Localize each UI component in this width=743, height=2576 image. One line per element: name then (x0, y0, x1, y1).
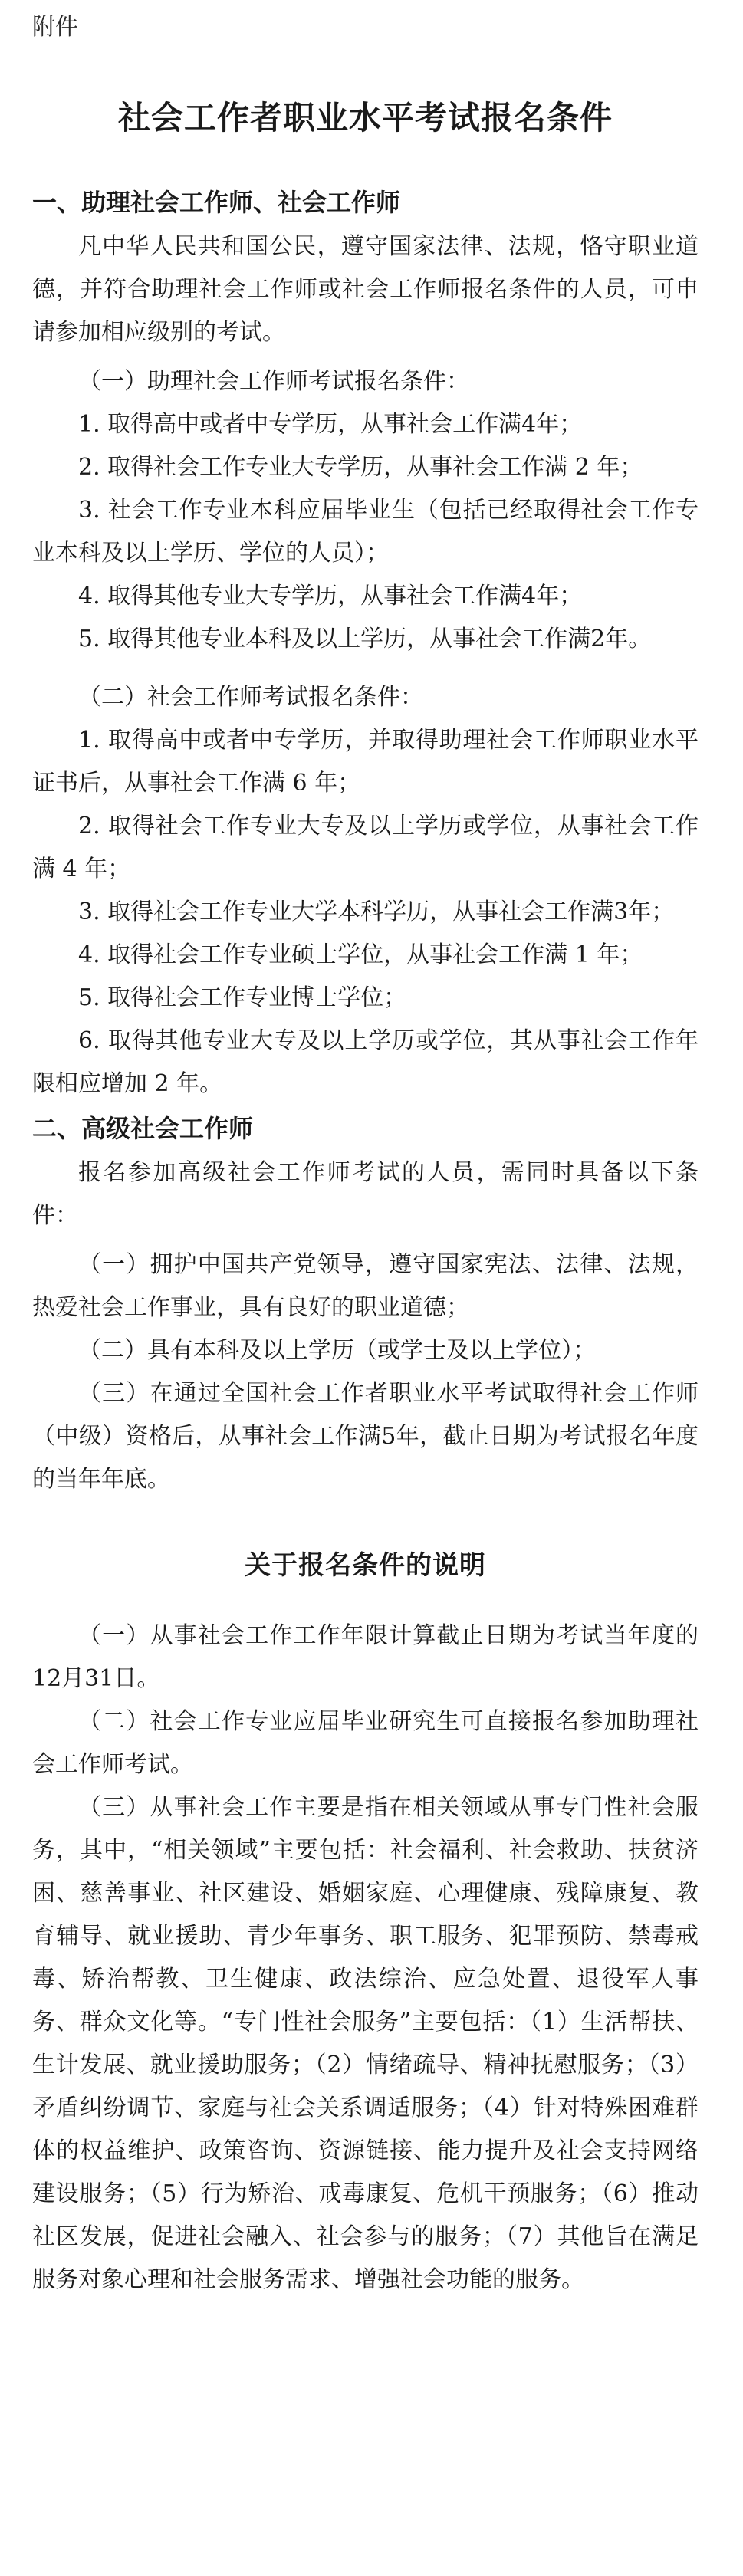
list-item: 2. 取得社会工作专业大专学历，从事社会工作满 2 年； (78, 454, 643, 481)
note-item: （一）从事社会工作工作年限计算截止日期为考试当年度的12月31日。 (32, 1622, 699, 1692)
list-item: 4. 取得社会工作专业硕士学位，从事社会工作满 1 年； (78, 941, 643, 968)
note-item: （三）从事社会工作主要是指在相关领域从事专门性社会服务，其中，“相关领域”主要包括：社会福利、社会救助、扶贫济困、慈善事业、社区建设、婚姻家庭、心理健康、残障康复、教育辅导、就业援助、青少年事务、职工服务、犯罪预防、禁毒戒毒、矫治帮教、卫生健康、政法综治、应急处置、退役军人事务、群众文化等。“专门性社会服务”主要包括：（1）生活帮扶、生计发展、就业援助服务；（2）情绪疏导、精神抚慰服务；（3）矛盾纠纷调节、家庭与社会关系调适服务；（4）针对特殊困难群体的权益维护、政策咨询、资源链接、能力提升及社会支持网络建设服务；（5）行为矫治、戒毒康复、危机干预服务；（6）推动社区发展，促进社会融入、社会参与的服务；（7）其他旨在满足服务对象心理和社会服务需求、增强社会功能的服务。 (32, 1794, 699, 2293)
list-item: 6. 取得其他专业大专及以上学历或学位，其从事社会工作年限相应增加 2 年。 (32, 1027, 699, 1097)
subsection-heading: （一）助理社会工作师考试报名条件： (78, 368, 469, 395)
subsection-heading: （二）社会工作师考试报名条件： (78, 684, 423, 711)
list-item: （一）拥护中国共产党领导，遵守国家宪法、法律、法规，热爱社会工作事业，具有良好的职业道德； (32, 1251, 699, 1321)
list-item: 4. 取得其他专业大专学历，从事社会工作满4年； (78, 583, 583, 610)
notes-title: 关于报名条件的说明 (245, 1550, 486, 1581)
attachment-label: 附件 (32, 14, 78, 41)
list-item: （二）具有本科及以上学历（或学士及以上学位）； (78, 1337, 596, 1364)
list-item: 1. 取得高中或者中专学历，并取得助理社会工作师职业水平证书后，从事社会工作满 6 年； (32, 727, 699, 797)
section-notes (32, 1547, 699, 2302)
list-item: 2. 取得社会工作专业大专及以上学历或学位，从事社会工作满 4 年； (32, 813, 699, 882)
section-intro: 凡中华人民共和国公民，遵守国家法律、法规，恪守职业道德，并符合助理社会工作师或社会工作师报名条件的人员，可申请参加相应级别的考试。 (32, 233, 699, 346)
list-item: 3. 社会工作专业本科应届毕业生（包括已经取得社会工作专业本科及以上学历、学位的人员）； (32, 497, 699, 567)
section-assistant-and-social-worker (32, 186, 699, 1106)
list-item: 1. 取得高中或者中专学历，从事社会工作满4年； (78, 411, 583, 438)
section-intro: 报名参加高级社会工作师考试的人员，需同时具备以下条件： (32, 1159, 699, 1229)
section-senior-social-worker (32, 1112, 699, 1501)
list-item: 3. 取得社会工作专业大学本科学历，从事社会工作满3年； (78, 899, 675, 925)
note-item: （二）社会工作专业应届毕业研究生可直接报名参加助理社会工作师考试。 (32, 1708, 699, 1778)
list-item: 5. 取得其他专业本科及以上学历，从事社会工作满2年。 (78, 626, 652, 652)
list-item: （三）在通过全国社会工作者职业水平考试取得社会工作师（中级）资格后，从事社会工作满5年，截止日期为考试报名年度的当年年底。 (32, 1380, 699, 1493)
list-item: 5. 取得社会工作专业博士学位； (78, 984, 407, 1011)
document-title: 社会工作者职业水平考试报名条件 (117, 99, 613, 136)
section-heading: 一、助理社会工作师、社会工作师 (32, 188, 401, 217)
section-heading: 二、高级社会工作师 (32, 1114, 254, 1143)
